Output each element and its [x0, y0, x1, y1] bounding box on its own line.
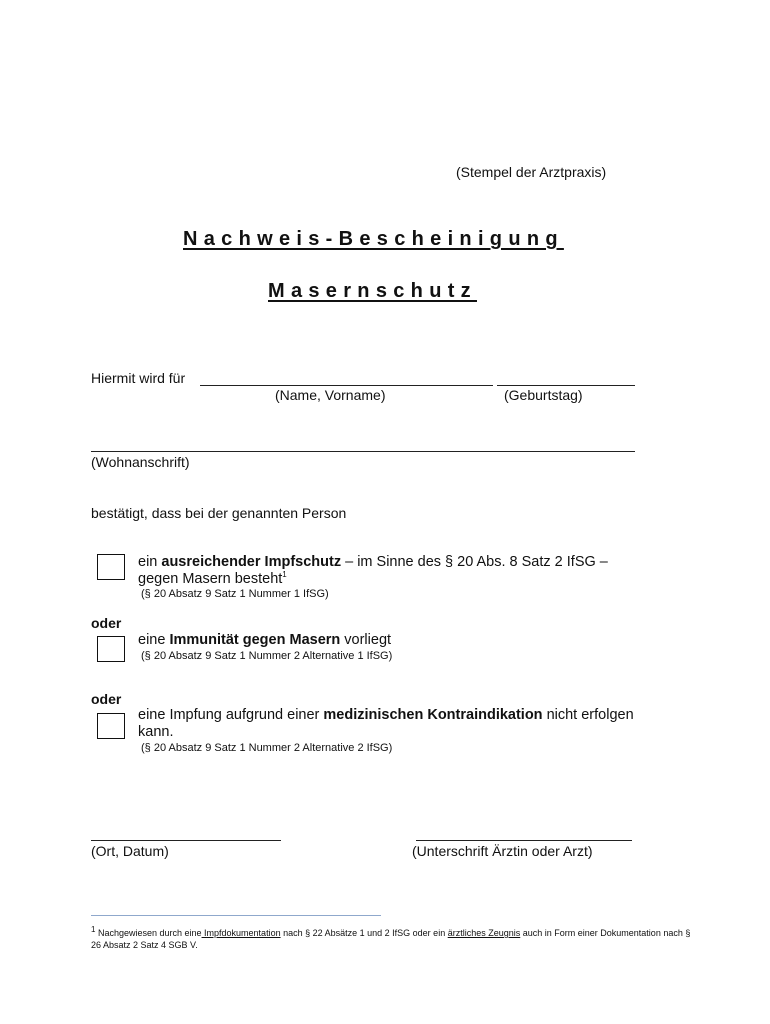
checkbox-adequate-vaccination[interactable]: [97, 554, 125, 580]
signature-field-line[interactable]: [416, 840, 632, 841]
footnote-text: $^1$ Nachgewiesen durch eine Impfdokumentation nach § 22 Absätze 1 und 2 IfSG oder ein ärztliches Zeugnis auch in Form einer Dokumentation nach § 26 Absatz 2 Satz 4 SGB V.: [91, 925, 691, 950]
footnote-marker: 1: [282, 570, 287, 579]
confirm-text: bestätigt, dass bei der genannten Person: [91, 505, 347, 521]
name-caption: (Name, Vorname): [275, 387, 386, 403]
option1-text: ein ausreichender Impfschutz – im Sinne des § 20 Abs. 8 Satz 2 IfSG –: [138, 554, 608, 570]
or-label-2: oder: [91, 691, 122, 707]
birthday-caption: (Geburtstag): [504, 387, 583, 403]
footnote-link-zeugnis: ärztliches Zeugnis: [447, 928, 521, 938]
document-title: Nachweis-Bescheinigung: [183, 228, 564, 250]
document-subtitle: Masernschutz: [268, 280, 477, 302]
option3-text-line2: kann.: [138, 724, 174, 740]
footnote-number: 1: [91, 925, 96, 934]
option3-legal-ref: (§ 20 Absatz 9 Satz 1 Nummer 2 Alternative 2 IfSG): [141, 742, 393, 754]
name-field-line[interactable]: [200, 385, 493, 386]
stamp-caption: (Stempel der Arztpraxis): [456, 164, 607, 180]
or-label-1: oder: [91, 615, 122, 631]
place-date-field-line[interactable]: [91, 840, 281, 841]
footnote-link-impfdokumentation: Impfdokumentation: [201, 928, 281, 938]
option1-legal-ref: (§ 20 Absatz 9 Satz 1 Nummer 1 IfSG): [141, 588, 329, 600]
option2-text: eine Immunität gegen Masern vorliegt: [138, 632, 392, 648]
footnote-separator: [91, 915, 381, 916]
option2-legal-ref: (§ 20 Absatz 9 Satz 1 Nummer 2 Alternative 1 IfSG): [141, 650, 393, 662]
address-field-line[interactable]: [91, 451, 635, 452]
checkbox-measles-immunity[interactable]: [97, 636, 125, 662]
signature-caption: (Unterschrift Ärztin oder Arzt): [412, 843, 593, 859]
option3-text: eine Impfung aufgrund einer medizinischen Kontraindikation nicht erfolgen: [138, 707, 634, 723]
intro-text: Hiermit wird für: [91, 370, 186, 386]
option1-text-line2: gegen Masern besteht$^1$: [138, 570, 287, 587]
birthday-field-line[interactable]: [497, 385, 635, 386]
checkbox-medical-contraindication[interactable]: [97, 713, 125, 739]
address-caption: (Wohnanschrift): [91, 454, 190, 470]
place-date-caption: (Ort, Datum): [91, 843, 169, 859]
